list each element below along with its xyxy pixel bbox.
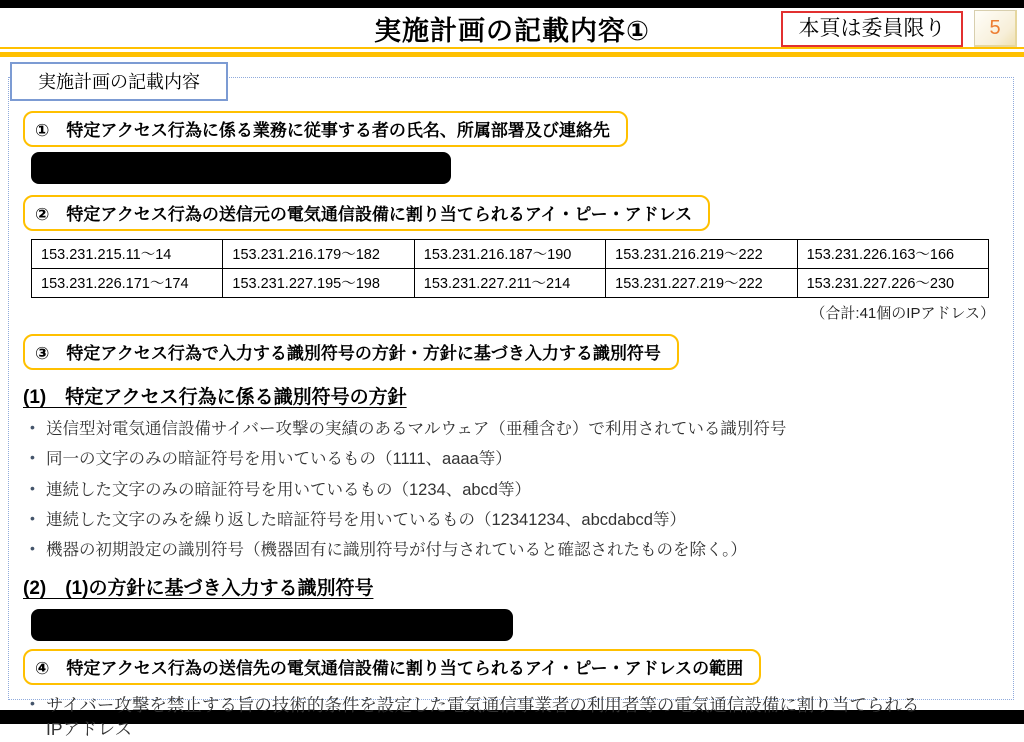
ip-cell: 153.231.226.163～166 bbox=[797, 240, 988, 269]
list-item: • 連続した文字のみを繰り返した暗証符号を用いているもの（12341234、abcdabcd等） bbox=[23, 509, 999, 531]
item3-heading-box: ③ 特定アクセス行為で入力する識別符号の方針・方針に基づき入力する識別符号 bbox=[23, 334, 679, 370]
list-item: • 送信型対電気通信設備サイバー攻撃の実績のあるマルウェア（亜種含む）で利用されている識別符号 bbox=[23, 418, 999, 440]
ip-cell: 153.231.216.187～190 bbox=[414, 240, 605, 269]
content bbox=[9, 78, 1013, 742]
ip-cell: 153.231.216.179～182 bbox=[223, 240, 414, 269]
ip-address-table bbox=[31, 239, 989, 298]
section-label: 実施計画の記載内容 bbox=[10, 62, 228, 101]
sub-heading-1: (1) 特定アクセス行為に係る識別符号の方針 bbox=[23, 387, 407, 408]
slide-title: 実施計画の記載内容① bbox=[374, 16, 650, 46]
ip-total-note: （合計:41個のIPアドレス） bbox=[810, 305, 995, 322]
list-item: • 機器の初期設定の識別符号（機器固有に識別符号が付与されていると確認されたものを除く。） bbox=[23, 539, 999, 561]
list-item bbox=[23, 694, 999, 741]
bullet-line-1: サイバー攻撃を禁止する旨の技術的条件を設定した電気通信事業者の利用者等の電気通信設備に割り当てられる bbox=[46, 695, 920, 716]
table-row bbox=[32, 269, 989, 298]
redacted-text-bar bbox=[31, 152, 451, 184]
ip-cell: 153.231.227.219～222 bbox=[606, 269, 797, 298]
list-item: • 同一の文字のみの暗証符号を用いているもの（1111、aaaa等） bbox=[23, 448, 999, 470]
list-item: • 連続した文字のみの暗証符号を用いているもの（1234、abcd等） bbox=[23, 479, 999, 501]
item1-heading-box: ① 特定アクセス行為に係る業務に従事する者の氏名、所属部署及び連絡先 bbox=[23, 111, 628, 147]
ip-cell: 153.231.227.195～198 bbox=[223, 269, 414, 298]
page-number: 5 bbox=[974, 10, 1017, 48]
item2-heading-box: ② 特定アクセス行為の送信元の電気通信設備に割り当てられるアイ・ピー・アドレス bbox=[23, 195, 710, 231]
table-row bbox=[32, 240, 989, 269]
top-border-bar bbox=[0, 0, 1024, 8]
ip-cell: 153.231.216.219～222 bbox=[606, 240, 797, 269]
redacted-text-bar bbox=[31, 609, 513, 641]
ip-cell: 153.231.215.11～14 bbox=[32, 240, 223, 269]
confidential-badge: 本頁は委員限り bbox=[781, 11, 963, 47]
item4-bullet-list bbox=[23, 694, 999, 741]
header-divider bbox=[0, 47, 1024, 57]
policy-bullet-list bbox=[23, 418, 999, 561]
item4-heading-box: ④ 特定アクセス行為の送信先の電気通信設備に割り当てられるアイ・ピー・アドレスの範囲 bbox=[23, 649, 761, 685]
sub-heading-2: (2) (1)の方針に基づき入力する識別符号 bbox=[23, 578, 374, 600]
ip-cell: 153.231.226.171～174 bbox=[32, 269, 223, 298]
ip-cell: 153.231.227.226～230 bbox=[797, 269, 988, 298]
content-container bbox=[8, 77, 1014, 739]
ip-cell: 153.231.227.211～214 bbox=[414, 269, 605, 298]
bullet-line-2: IPアドレス bbox=[46, 718, 133, 739]
